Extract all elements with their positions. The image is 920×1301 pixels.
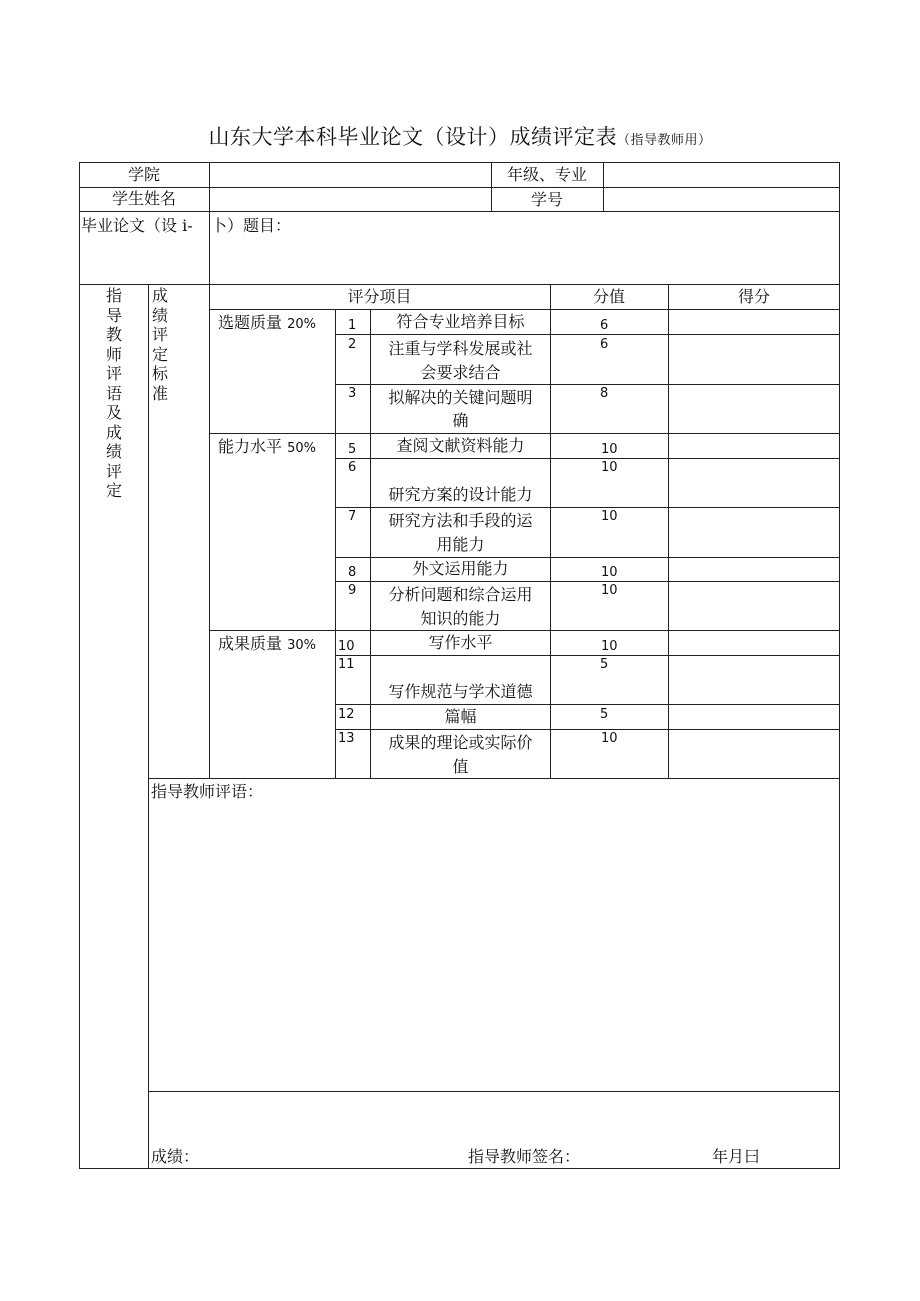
frame-left — [79, 162, 80, 1169]
item-value: 10 — [601, 442, 618, 457]
item-value: 10 — [601, 731, 618, 746]
college-label: 学院 — [127, 165, 160, 184]
col-line — [209, 211, 210, 285]
item-value: 10 — [601, 460, 618, 475]
score-label: 成绩： — [151, 1147, 200, 1166]
item-number: 1 — [348, 318, 357, 333]
row-line — [335, 384, 840, 385]
item-value: 10 — [601, 565, 618, 580]
row-line — [335, 655, 840, 656]
row-line — [209, 630, 840, 631]
item-number: 8 — [348, 565, 357, 580]
item-number: 2 — [348, 337, 357, 352]
item-number: 3 — [348, 386, 357, 401]
student-id-label: 学号 — [530, 190, 563, 209]
item-number: 5 — [348, 442, 357, 457]
item-value: 10 — [601, 639, 618, 654]
row-line — [79, 211, 840, 212]
category-pct: 30% — [287, 638, 317, 653]
row-line — [335, 581, 840, 582]
category-pct: 50% — [287, 441, 317, 456]
item-number: 7 — [348, 509, 357, 524]
signature-label: 指导教师签名： — [468, 1147, 581, 1166]
item-label-line2: 值 — [452, 757, 469, 776]
row-line — [335, 729, 840, 730]
item-label-line2: 知识的能力 — [420, 609, 501, 628]
row-line — [148, 778, 840, 779]
category-name: 选题质量 — [218, 313, 283, 332]
grade-major-label: 年级、专业 — [506, 165, 587, 184]
table-head-score: 得分 — [737, 287, 770, 306]
item-label-line2: 用能力 — [436, 535, 485, 554]
row-line — [335, 507, 840, 508]
thesis-title-label-a: 毕业论文（设 i- — [81, 216, 193, 235]
title-sub: （指导教师用） — [616, 133, 712, 148]
comments-label: 指导教师评语： — [151, 782, 264, 801]
row-line — [209, 309, 840, 310]
row-line — [79, 284, 840, 285]
col-line — [603, 162, 604, 211]
item-label: 外文运用能力 — [412, 559, 509, 578]
student-name-label: 学生姓名 — [111, 189, 176, 208]
item-number: 9 — [348, 583, 357, 598]
col-line — [335, 309, 336, 778]
item-value: 5 — [600, 707, 609, 722]
item-number: 10 — [338, 639, 355, 654]
row-line — [209, 433, 840, 434]
item-label: 写作水平 — [428, 633, 493, 652]
item-label: 成果的理论或实际价 — [388, 733, 533, 752]
section-vertical-title: 指导教师评语及成绩评定 — [105, 286, 122, 500]
item-label: 分析问题和综合运用 — [388, 585, 533, 604]
category-label — [218, 312, 316, 336]
category-name: 成果质量 — [218, 634, 283, 653]
item-value: 6 — [600, 318, 609, 333]
criteria-vertical-label: 成绩评定标准 — [151, 286, 168, 403]
col-line — [148, 284, 149, 1169]
category-name: 能力水平 — [218, 437, 283, 456]
row-line — [335, 334, 840, 335]
frame-bottom — [79, 1168, 840, 1169]
item-label: 符合专业培养目标 — [396, 312, 525, 331]
item-label: 研究方法和手段的运 — [388, 511, 533, 530]
item-value: 10 — [601, 509, 618, 524]
category-label — [218, 633, 316, 657]
item-label: 拟解决的关键问题明 — [388, 388, 533, 407]
category-label — [218, 436, 316, 460]
frame-right — [839, 162, 840, 1169]
col-line — [209, 162, 210, 211]
item-label-line2: 会要求结合 — [420, 363, 501, 382]
col-line — [209, 284, 210, 778]
item-value: 8 — [600, 386, 609, 401]
item-value: 10 — [601, 583, 618, 598]
item-label: 写作规范与学术道德 — [388, 682, 533, 701]
table-head-item: 评分项目 — [347, 287, 412, 306]
row-line — [335, 458, 840, 459]
item-number: 11 — [338, 657, 355, 672]
item-value: 6 — [600, 337, 609, 352]
date-label: 年月曰 — [712, 1147, 761, 1166]
title-main: 山东大学本科毕业论文（设计）成绩评定表 — [208, 125, 617, 149]
item-label: 查阅文献资料能力 — [396, 436, 525, 455]
item-label: 篇幅 — [444, 707, 477, 726]
item-value: 5 — [600, 657, 609, 672]
category-pct: 20% — [287, 317, 317, 332]
item-number: 6 — [348, 460, 357, 475]
row-line — [335, 704, 840, 705]
item-label: 研究方案的设计能力 — [388, 485, 533, 504]
thesis-title-label-b: 卜）题目： — [211, 216, 292, 235]
item-label-line2: 确 — [452, 411, 469, 430]
row-line — [148, 1091, 840, 1092]
item-label: 注重与学科发展或社 — [388, 339, 533, 358]
item-number: 13 — [338, 731, 355, 746]
item-number: 12 — [338, 707, 355, 722]
table-head-value: 分值 — [592, 287, 625, 306]
frame-top — [79, 162, 840, 163]
